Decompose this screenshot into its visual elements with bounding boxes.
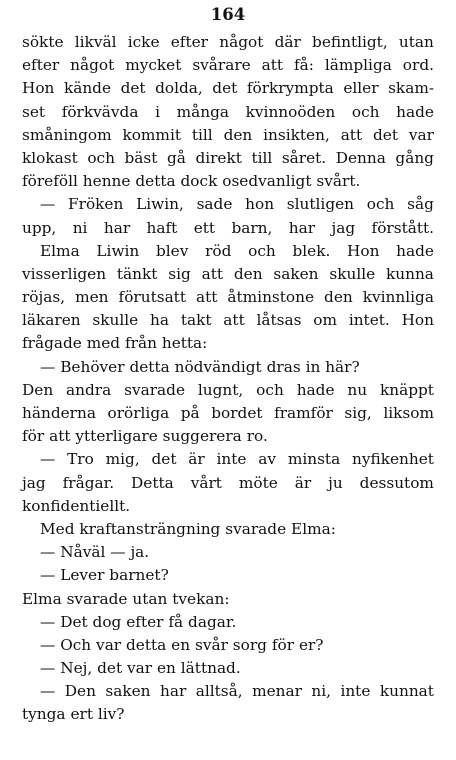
page-number: 164 — [210, 5, 246, 24]
text-line: röjas, men förutsatt att åtminstone den kvinnliga — [22, 288, 434, 307]
text-line: för att ytterligare suggerera ro. — [22, 427, 268, 446]
text-line: — Och var detta en svår sorg för er? — [40, 635, 324, 654]
text-line: — Nej, det var en lättnad. — [40, 659, 241, 678]
text-line: Den andra svarade lugnt, och hade nu knäppt — [22, 380, 434, 399]
text-line: frågade med från hetta: — [22, 334, 208, 353]
text-line: läkaren skulle ha takt att låtsas om intet. Hon — [22, 311, 434, 330]
text-line: händerna orörliga på bordet framför sig, liksom — [22, 404, 434, 422]
text-line: — Behöver detta nödvändigt dras in här? — [40, 357, 360, 376]
text-line: sökte likväl icke efter något där befintligt, utan — [22, 33, 434, 51]
text-line: — Det dog efter få dagar. — [40, 612, 237, 631]
text-line: efter något mycket svårare att få: lämpliga ord. — [22, 56, 434, 75]
text-line: — Fröken Liwin, sade hon slutligen och såg — [40, 195, 434, 214]
text-line: — Den saken har alltså, menar ni, inte kunnat — [40, 682, 434, 701]
text-line: — Lever barnet? — [40, 566, 169, 585]
text-line: småningom kommit till den insikten, att det var — [22, 125, 434, 144]
text-line: Hon kände det dolda, det förkrympta eller skam- — [22, 79, 434, 98]
text-line: visserligen tänkt sig att den saken skulle kunna — [22, 264, 434, 283]
text-line: jag frågar. Detta vårt möte är ju dessutom — [22, 473, 434, 492]
text-line: — Nåväl — ja. — [40, 543, 150, 562]
text-line: upp, ni har haft ett barn, har jag förstått. — [22, 218, 434, 237]
text-line: — Tro mig, det är inte av minsta nyfikenhet — [40, 450, 434, 469]
body-text — [22, 31, 434, 727]
text-line: Elma Liwin blev röd och blek. Hon hade — [40, 241, 434, 260]
text-line: tynga ert liv? — [22, 705, 125, 724]
text-line: set förkvävda i många kvinnoöden och hade — [22, 102, 434, 121]
text-line: Elma svarade utan tvekan: — [22, 589, 230, 608]
text-line: Med kraftansträngning svarade Elma: — [40, 519, 336, 538]
text-line: föreföll henne detta dock osedvanligt svårt. — [22, 172, 361, 191]
text-line: klokast och bäst gå direkt till såret. Denna gång — [22, 148, 434, 167]
text-line: konfidentiellt. — [22, 496, 131, 515]
